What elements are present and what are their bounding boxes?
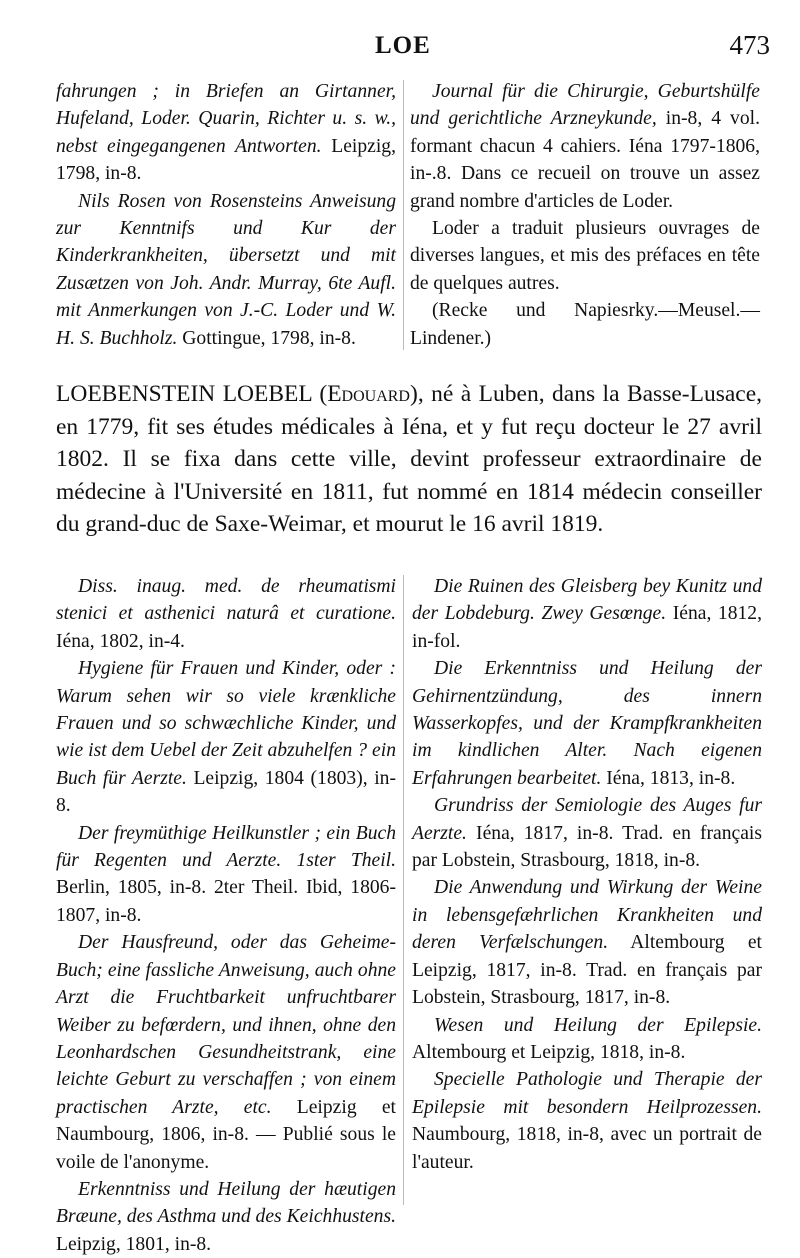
bibliography-item: Erkenntniss und Heilung der hæutigen Bræune, des Asthma und des Keichhustens. Leipzig, 1801, in-8.	[56, 1178, 396, 1255]
bottom-left-column	[56, 573, 396, 1258]
entry-name: LOEBENSTEIN LOEBEL	[56, 381, 312, 407]
bibliography-item: Der freymüthige Heilkunstler ; ein Buch für Regenten und Aerzte. 1ster Theil. Berlin, 1805, in-8. 2ter Theil. Ibid, 1806-1807, in-8.	[56, 822, 396, 926]
bibliography-item: Journal für die Chirurgie, Geburtshülfe und gerichtliche Arzneykunde, in-8, 4 vol. formant chacun 4 cahiers. Iéna 1797-1806, in-.8. Dans ce recueil on trouve un assez grand nombre d'articles de Loder.	[410, 81, 760, 212]
bibliography-item: Nils Rosen von Rosensteins Anweisung zur Kenntnifs und Kur der Kinderkrankheiten, übersetzt und mit Zusætzen von Joh. Andr. Murray, 6te Aufl. mit Anmerkungen von J.-C. Loder und W. H. S. Buchholz. Gottingue, 1798, in-8.	[56, 190, 396, 349]
running-head: LOE	[375, 32, 431, 59]
biography-entry: LOEBENSTEIN LOEBEL (Edouard), né à Luben, dans la Basse-Lusace, en 1779, fit ses études médicales à Iéna, et y fut reçu docteur le 27 avril 1802. Il se fixa dans cette ville, devint professeur extraordinaire de médecine à l'Université en 1811, fut nommé en 1814 médecin conseiller du grand-duc de Saxe-Weimar, et mourut le 16 avril 1819.	[56, 381, 763, 537]
page-header	[0, 30, 800, 70]
bibliography-item: Die Anwendung und Wirkung der Weine in lebensgefæhrlichen Krankheiten und deren Verfælschungen. Altembourg et Leipzig, 1817, in-8. Trad. en français par Lobstein, Strasbourg, 1817, in-8.	[412, 877, 762, 1009]
column-divider	[403, 80, 404, 350]
note-paragraph: Loder a traduit plusieurs ouvrages de diverses langues, et mis des préfaces en tête de quelques autres.	[410, 218, 760, 294]
bibliography-item: Grundriss der Semiologie des Auges fur Aerzte. Iéna, 1817, in-8. Trad. en français par Lobstein, Strasbourg, 1818, in-8.	[412, 795, 762, 872]
bibliography-item: Der Hausfreund, oder das Geheime-Buch; eine fassliche Anweisung, auch ohne Arzt die Fruchtbarkeit unfruchtbarer Weiber zu befœrdern, und ihnen, ohne den Leonhardschen Gesundheitstrank, eine leichte Geburt zu verschaffen ; von einem practischen Arzte, etc. Leipzig et Naumbourg, 1806, in-8. — Publié sous le voile de l'anonyme.	[56, 932, 396, 1173]
bibliography-item: Diss. inaug. med. de rheumatismi stenici et asthenici naturâ et curatione. Iéna, 1802, in-4.	[56, 576, 396, 652]
bibliography-item: Specielle Pathologie und Therapie der Epilepsie mit besondern Heilprozessen. Naumbourg, 1818, in-8, avec un portrait de l'auteur.	[412, 1069, 762, 1173]
entry-text: ), né à Luben, dans la Basse-Lusace, en 1779, fit ses études médicales à Iéna, et y fut reçu docteur le 27 avril 1802. Il se fixa dans cette ville, devint professeur extraordinaire de médecine à l'Université en 1811, fut nommé en 1814 médecin conseiller du grand-duc de Saxe-Weimar, et mourut le 16 avril 1819.	[56, 381, 763, 537]
column-divider	[403, 575, 404, 1205]
sources-note: (Recke und Napiesrky.—Meusel.—Lindener.)	[410, 300, 760, 349]
entry-given-name: Edouard	[327, 381, 410, 407]
bibliography-item: Die Ruinen des Gleisberg bey Kunitz und der Lobdeburg. Zwey Gesœnge. Iéna, 1812, in-fol.	[412, 576, 763, 652]
top-right-column	[410, 78, 760, 352]
bibliography-item: Die Erkenntniss und Heilung der Gehirnentzündung, des innern Wasserkopfes, und der Krampfkrankheiten im kindlichen Alter. Nach eigenen Erfahrungen bearbeitet. Iéna, 1813, in-8.	[412, 658, 762, 789]
bibliography-item: Hygiene für Frauen und Kinder, oder : Warum sehen wir so viele krænkliche Frauen und so schwæchliche Kinder, und wie ist dem Uebel der Zeit abzuhelfen ? ein Buch für Aerzte. Leipzig, 1804 (1803), in-8.	[56, 658, 396, 817]
bibliography-item: fahrungen ; in Briefen an Girtanner, Hufeland, Loder. Quarin, Richter u. s. w., nebst eingegangenen Antworten. Leipzig, 1798, in-8.	[56, 81, 397, 185]
bibliography-item: Wesen und Heilung der Epilepsie. Altembourg et Leipzig, 1818, in-8.	[412, 1014, 762, 1063]
page-number: 473	[729, 30, 770, 60]
top-left-column	[56, 78, 396, 352]
bottom-right-column	[412, 573, 762, 1176]
